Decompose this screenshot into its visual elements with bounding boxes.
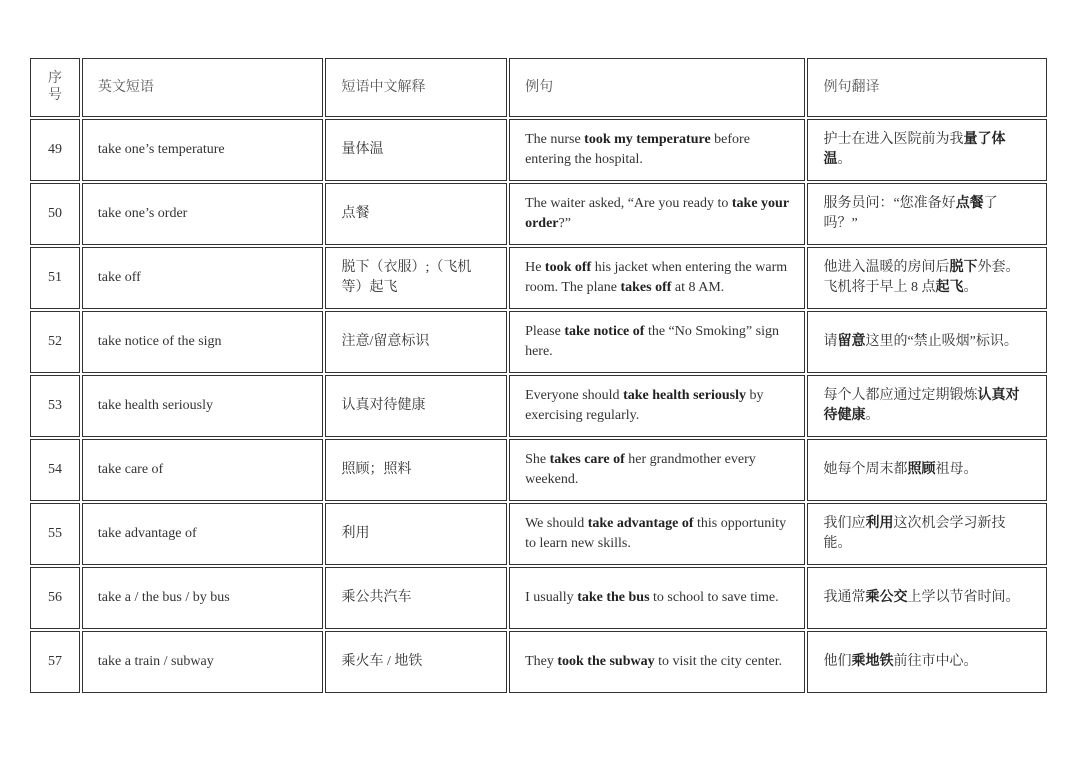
table-row (30, 439, 1047, 501)
translation-cell: 我通常乘公交上学以节省时间。 (807, 567, 1047, 629)
phrase-table (28, 56, 1049, 695)
phrase-cell: take off (82, 247, 324, 309)
example-cell: They took the subway to visit the city center. (509, 631, 805, 693)
phrase-cell: take one’s order (82, 183, 324, 245)
row-number: 53 (30, 375, 80, 437)
example-cell: Please take notice of the “No Smoking” sign here. (509, 311, 805, 373)
table-row (30, 247, 1047, 309)
bold-phrase: takes off (620, 280, 672, 295)
header-row (30, 58, 1047, 117)
phrase-cell: take care of (82, 439, 324, 501)
bold-phrase: take health seriously (623, 388, 746, 403)
meaning-cell: 照顾；照料 (325, 439, 507, 501)
bold-phrase: take the bus (577, 590, 650, 605)
bold-phrase: took the subway (557, 654, 655, 669)
phrase-cell: take a train / subway (82, 631, 324, 693)
row-number: 57 (30, 631, 80, 693)
bold-phrase: take notice of (564, 324, 645, 339)
bold-phrase: took my temperature (584, 132, 711, 147)
example-cell: I usually take the bus to school to save time. (509, 567, 805, 629)
bold-phrase: 认真对待健康 (823, 388, 1020, 423)
row-number: 52 (30, 311, 80, 373)
bold-phrase: 乘公交 (865, 590, 908, 605)
meaning-cell: 认真对待健康 (325, 375, 507, 437)
table-row (30, 631, 1047, 693)
translation-cell: 他们乘地铁前往市中心。 (807, 631, 1047, 693)
meaning-cell: 利用 (325, 503, 507, 565)
phrase-cell: take one’s temperature (82, 119, 324, 181)
translation-cell: 我们应利用这次机会学习新技能。 (807, 503, 1047, 565)
header-seq: 序号 (30, 58, 80, 117)
bold-phrase: 利用 (865, 516, 894, 531)
table-row (30, 503, 1047, 565)
table-row (30, 567, 1047, 629)
example-cell: The nurse took my temperature before entering the hospital. (509, 119, 805, 181)
example-cell: He took off his jacket when entering the warm room. The plane takes off at 8 AM. (509, 247, 805, 309)
bold-phrase: 脱下 (949, 260, 978, 275)
bold-phrase: took off (544, 260, 592, 275)
row-number: 55 (30, 503, 80, 565)
row-number: 49 (30, 119, 80, 181)
phrase-cell: take advantage of (82, 503, 324, 565)
translation-cell: 她每个周末都照顾祖母。 (807, 439, 1047, 501)
bold-phrase: 起飞 (935, 280, 964, 295)
translation-cell: 每个人都应通过定期锻炼认真对待健康。 (807, 375, 1047, 437)
translation-cell: 服务员问：“您准备好点餐了吗？” (807, 183, 1047, 245)
example-cell: She takes care of her grandmother every weekend. (509, 439, 805, 501)
header-meaning: 短语中文解释 (325, 58, 507, 117)
phrase-cell: take notice of the sign (82, 311, 324, 373)
meaning-cell: 乘火车 / 地铁 (325, 631, 507, 693)
bold-phrase: 照顾 (907, 462, 936, 477)
table-row (30, 375, 1047, 437)
meaning-cell: 点餐 (325, 183, 507, 245)
row-number: 54 (30, 439, 80, 501)
meaning-cell: 量体温 (325, 119, 507, 181)
row-number: 50 (30, 183, 80, 245)
bold-phrase: take advantage of (587, 516, 694, 531)
bold-phrase: 乘地铁 (851, 654, 894, 669)
bold-phrase: 留意 (837, 334, 866, 349)
header-translation: 例句翻译 (807, 58, 1047, 117)
translation-cell: 请留意这里的“禁止吸烟”标识。 (807, 311, 1047, 373)
phrase-cell: take a / the bus / by bus (82, 567, 324, 629)
meaning-cell: 脱下（衣服）;（飞机等）起飞 (325, 247, 507, 309)
example-cell: Everyone should take health seriously by exercising regularly. (509, 375, 805, 437)
header-example: 例句 (509, 58, 805, 117)
translation-cell: 护士在进入医院前为我量了体温。 (807, 119, 1047, 181)
table-row (30, 311, 1047, 373)
bold-phrase: 点餐 (955, 196, 984, 211)
meaning-cell: 乘公共汽车 (325, 567, 507, 629)
meaning-cell: 注意/留意标识 (325, 311, 507, 373)
bold-phrase: 量了体温 (823, 132, 1006, 167)
translation-cell: 他进入温暖的房间后脱下外套。飞机将于早上 8 点起飞。 (807, 247, 1047, 309)
bold-phrase: take your order (525, 196, 789, 231)
phrase-cell: take health seriously (82, 375, 324, 437)
row-number: 51 (30, 247, 80, 309)
example-cell: The waiter asked, “Are you ready to take your order?” (509, 183, 805, 245)
row-number: 56 (30, 567, 80, 629)
bold-phrase: takes care of (549, 452, 625, 467)
table-row (30, 183, 1047, 245)
header-phrase: 英文短语 (82, 58, 324, 117)
table-row (30, 119, 1047, 181)
example-cell: We should take advantage of this opportunity to learn new skills. (509, 503, 805, 565)
